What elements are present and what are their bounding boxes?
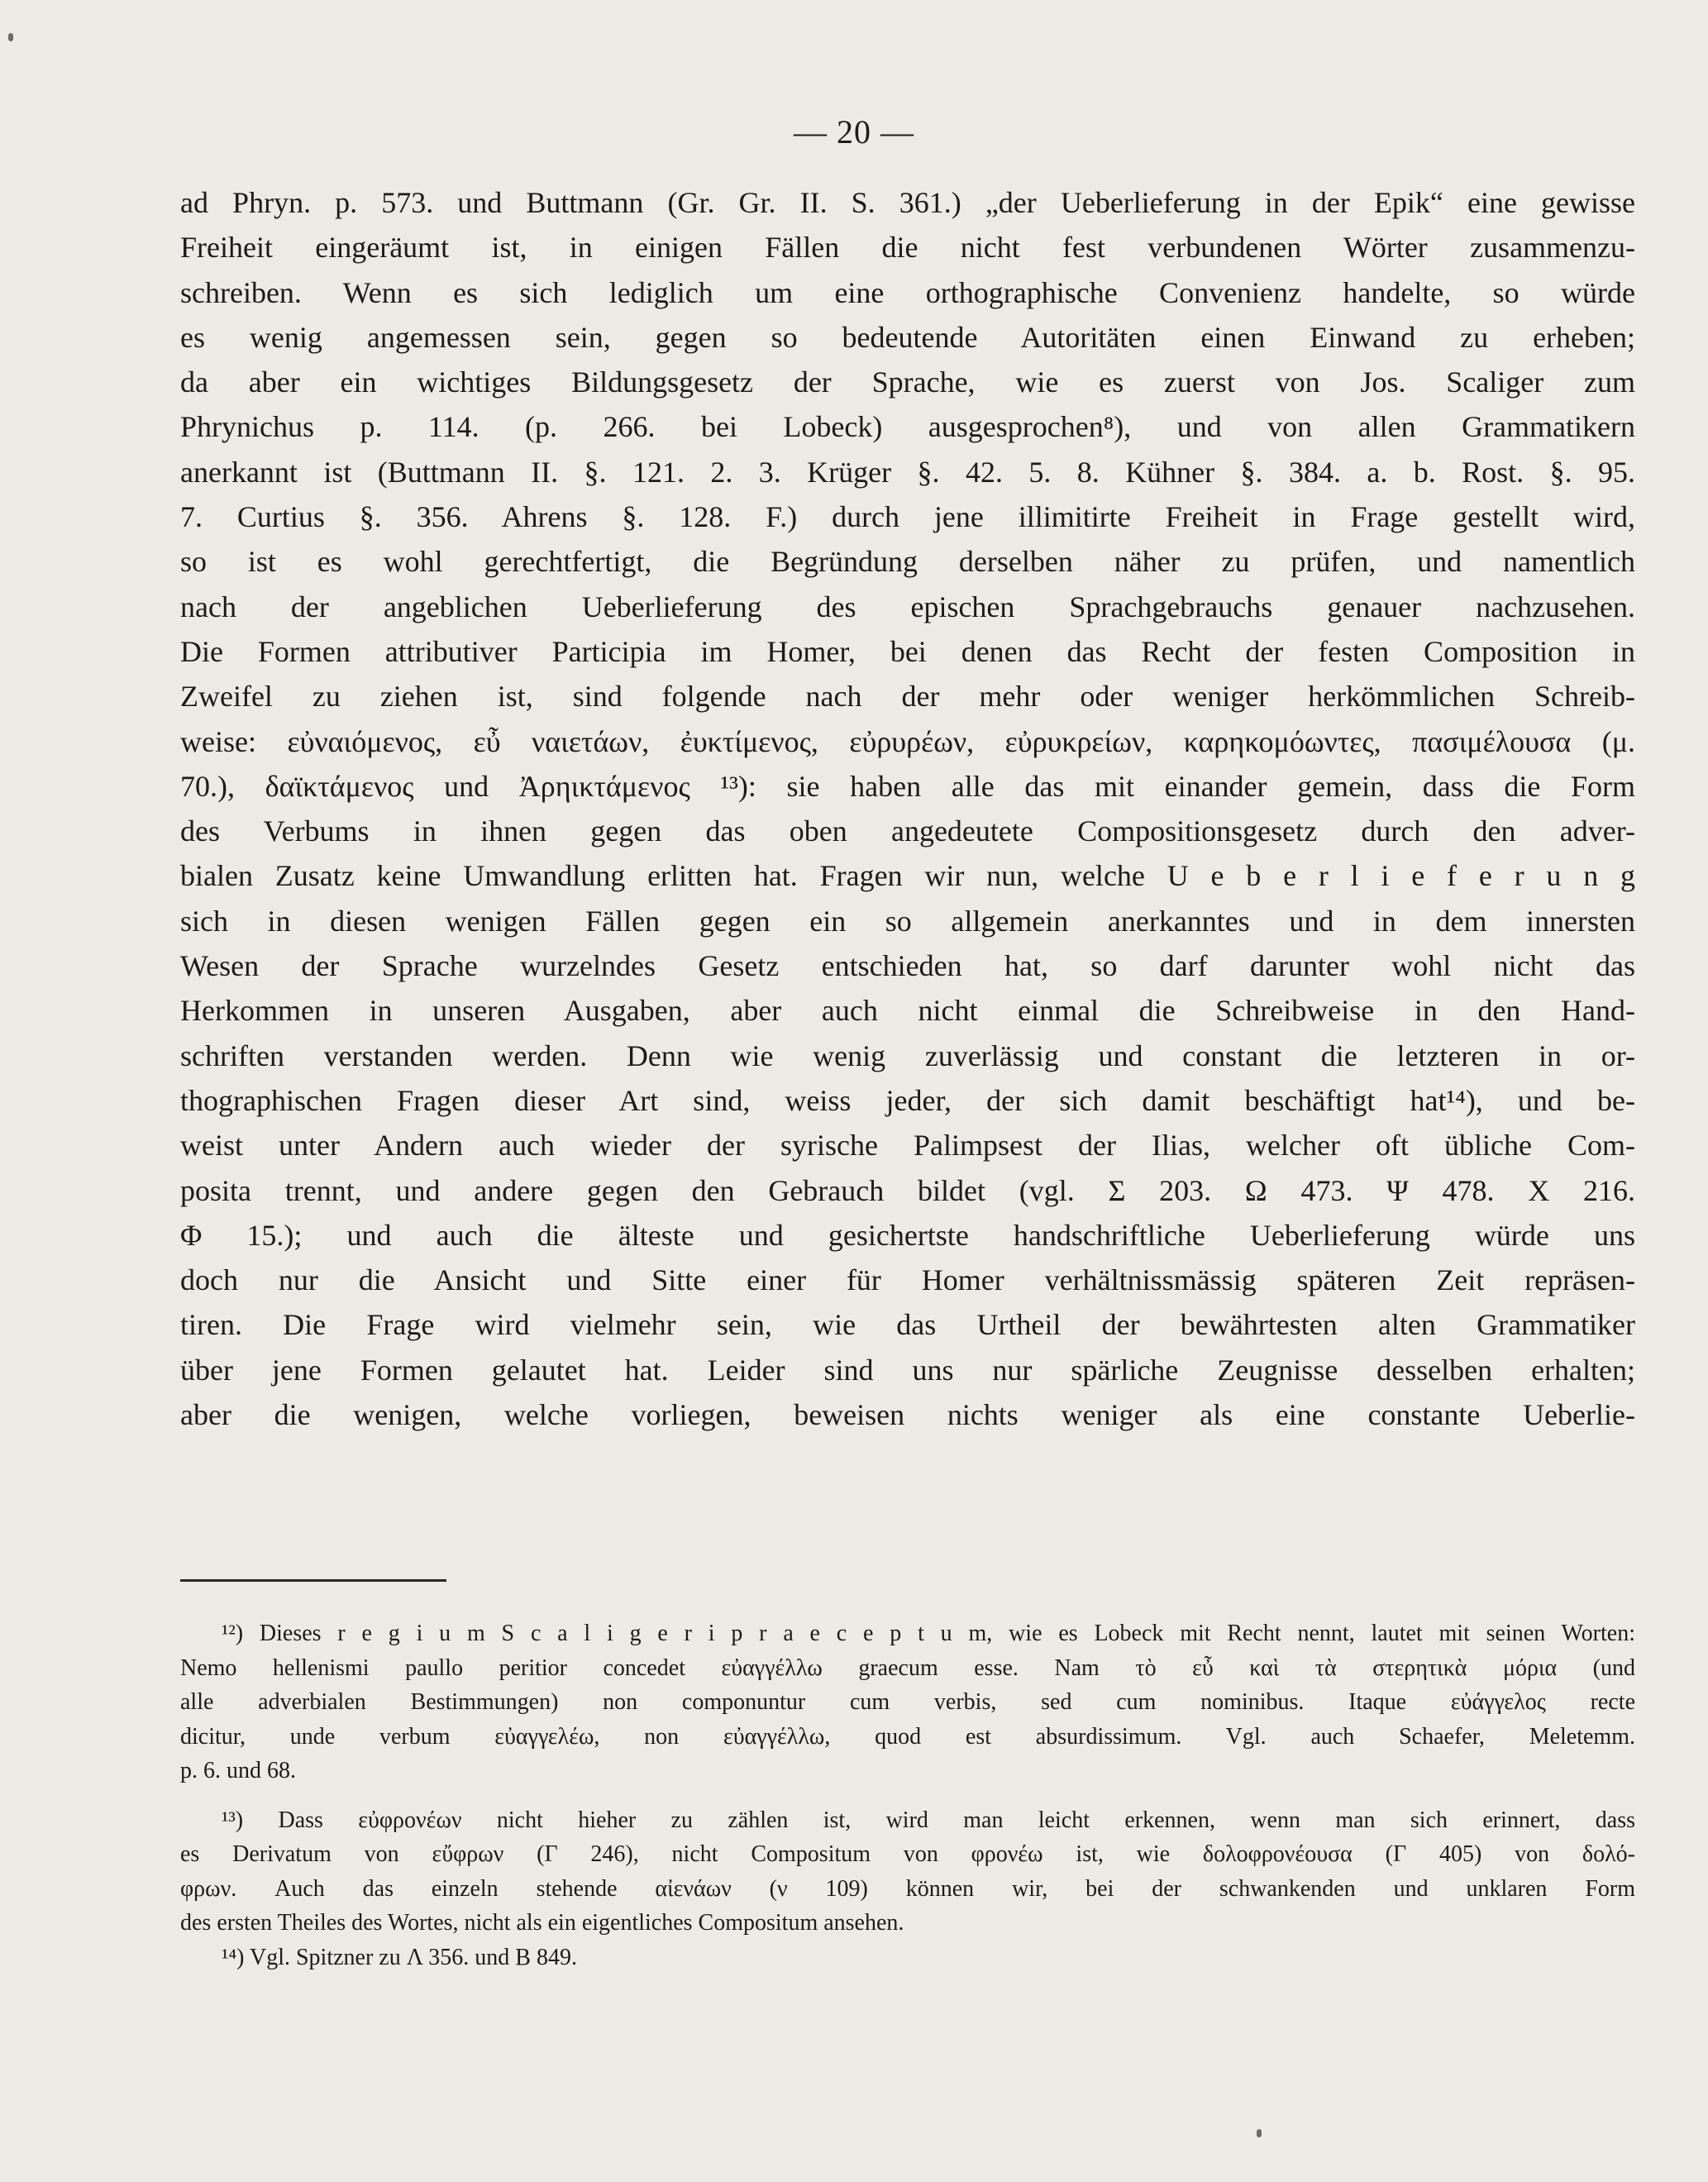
text-line: bialen Zusatz keine Umwandlung erlitten hat. Fragen wir nun, welche U e b e r l i e f e r u n g [180, 859, 1635, 893]
footnote-line: es Derivatum von εὔφρων (Γ 246), nicht Compositum von φρονέω ist, wie δολοφρονέουσα (Γ 405) von δολό- [180, 1841, 1635, 1867]
footnote-line: Nemo hellenismi paullo peritior concedet εὐαγγέλλω graecum esse. Nam τὸ εὖ καὶ τὰ στερητικὰ μόρια (und [180, 1654, 1635, 1681]
text-line: Die Formen attributiver Participia im Homer, bei denen das Recht der festen Composition in [180, 634, 1635, 668]
text-line: des Verbums in ihnen gegen das oben angedeutete Compositionsgesetz durch den adver- [180, 814, 1635, 848]
footnote-line: dicitur, unde verbum εὐαγγελέω, non εὐαγγέλλω, quod est absurdissimum. Vgl. auch Schaefer, Meletemm. [180, 1723, 1635, 1750]
text-line: aber die wenigen, welche vorliegen, beweisen nichts weniger als eine constante Ueberlie- [180, 1398, 1635, 1432]
text-line: Wesen der Sprache wurzelndes Gesetz entschieden hat, so darf darunter wohl nicht das [180, 949, 1635, 983]
footnote-line: ¹³) Dass εὐφρονέων nicht hieher zu zählen ist, wird man leicht erkennen, wenn man sich erinnert, dass [222, 1807, 1635, 1833]
text-line: 70.), δαϊκτάμενος und Ἀρηικτάμενος ¹³): sie haben alle das mit einander gemein, dass die Form [180, 769, 1635, 803]
footnote-line: p. 6. und 68. [180, 1758, 296, 1783]
scan-speck [8, 33, 13, 41]
text-line: schriften verstanden werden. Denn wie wenig zuverlässig und constant die letzteren in or- [180, 1038, 1635, 1072]
text-line: so ist es wohl gerechtfertigt, die Begründung derselben näher zu prüfen, und namentlich [180, 545, 1635, 579]
footnote-separator [180, 1579, 446, 1582]
text-line: weise: εὐναιόμενος, εὖ ναιετάων, ἐυκτίμενος, εὐρυρέων, εὐρυκρείων, καρηκομόωντες, πασιμέλουσα (μ. [180, 724, 1635, 758]
text-line: es wenig angemessen sein, gegen so bedeutende Autoritäten einen Einwand zu erheben; [180, 320, 1635, 354]
footnote-line: alle adverbialen Bestimmungen) non componuntur cum verbis, sed cum nominibus. Itaque εὐάγγελος recte [180, 1689, 1635, 1715]
text-line: Freiheit eingeräumt ist, in einigen Fällen die nicht fest verbundenen Wörter zusammenzu- [180, 231, 1635, 265]
text-line: Φ 15.); und auch die älteste und gesichertste handschriftliche Ueberlieferung würde uns [180, 1218, 1635, 1252]
text-line: ad Phryn. p. 573. und Buttmann (Gr. Gr. II. S. 361.) „der Ueberlieferung in der Epik“ eine gewisse [180, 186, 1635, 219]
footnote-line: des ersten Theiles des Wortes, nicht als ein eigentliches Compositum ansehen. [180, 1910, 904, 1936]
text-line: über jene Formen gelautet hat. Leider sind uns nur spärliche Zeugnisse desselben erhalten; [180, 1353, 1635, 1387]
main-text [180, 180, 1635, 1437]
footnote-12 [180, 1616, 1635, 1788]
text-line: 7. Curtius §. 356. Ahrens §. 128. F.) durch jene illimitirte Freiheit in Frage gestellt wird, [180, 500, 1635, 534]
text-line: posita trennt, und andere gegen den Gebrauch bildet (vgl. Σ 203. Ω 473. Ψ 478. Χ 216. [180, 1173, 1635, 1207]
text-line: tiren. Die Frage wird vielmehr sein, wie das Urtheil der bewährtesten alten Grammatiker [180, 1308, 1635, 1342]
text-line: schreiben. Wenn es sich lediglich um eine orthographische Convenienz handelte, so würde [180, 275, 1635, 309]
text-line: Zweifel zu ziehen ist, sind folgende nach der mehr oder weniger herkömmlichen Schreib- [180, 680, 1635, 714]
text-line: da aber ein wichtiges Bildungsgesetz der Sprache, wie es zuerst von Jos. Scaliger zum [180, 365, 1635, 399]
text-line: weist unter Andern auch wieder der syrische Palimpsest der Ilias, welcher oft übliche Com- [180, 1129, 1635, 1163]
text-line: Herkommen in unseren Ausgaben, aber auch nicht einmal die Schreibweise in den Hand- [180, 994, 1635, 1028]
footnote-13 [180, 1803, 1635, 1941]
footnote-line: ¹⁴) Vgl. Spitzner zu Λ 356. und Β 849. [222, 1944, 577, 1970]
text-line: anerkannt ist (Buttmann II. §. 121. 2. 3. Krüger §. 42. 5. 8. Kühner §. 384. a. b. Rost. §. 95. [180, 455, 1635, 489]
text-line: thographischen Fragen dieser Art sind, weiss jeder, der sich damit beschäftigt hat¹⁴), und be- [180, 1083, 1635, 1117]
scan-speck [1257, 2129, 1262, 2137]
page-number: — 20 — [794, 113, 914, 150]
footnotes [180, 1616, 1635, 1974]
text-line: sich in diesen wenigen Fällen gegen ein so allgemein anerkanntes und in dem innersten [180, 904, 1635, 938]
footnote-14 [180, 1941, 1635, 1975]
footnote-line: ¹²) Dieses r e g i u m S c a l i g e r i p r a e c e p t u m, wie es Lobeck mit Recht nennt, lautet mit seinen Worten: [222, 1621, 1635, 1646]
footnote-line: φρων. Auch das einzeln stehende αἰενάων (ν 109) können wir, bei der schwankenden und unklaren Form [180, 1875, 1635, 1902]
text-line: nach der angeblichen Ueberlieferung des epischen Sprachgebrauchs genauer nachzusehen. [180, 590, 1635, 623]
text-line: Phrynichus p. 114. (p. 266. bei Lobeck) ausgesprochen⁸), und von allen Grammatikern [180, 410, 1635, 444]
text-line: doch nur die Ansicht und Sitte einer für Homer verhältnissmässig späteren Zeit repräsen- [180, 1263, 1635, 1297]
footnote-gap [180, 1788, 1635, 1803]
